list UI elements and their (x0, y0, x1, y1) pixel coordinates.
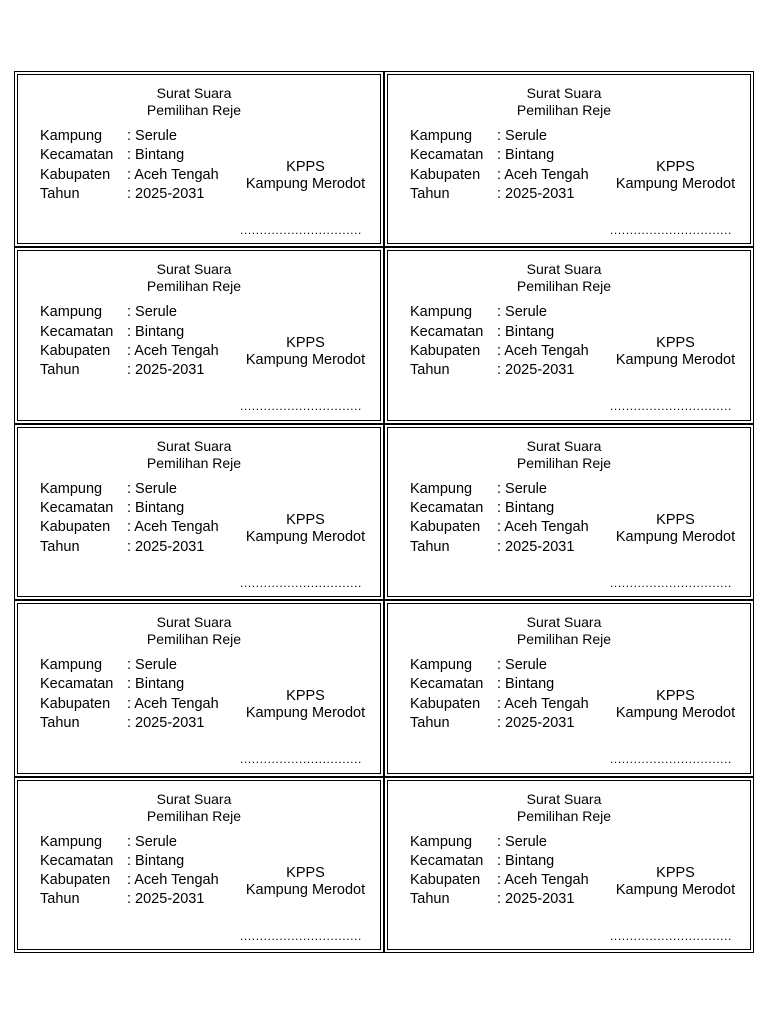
ballot-fields (410, 833, 589, 910)
ballot-fields (40, 303, 219, 380)
field-label: Tahun (410, 891, 450, 908)
ballot-title (18, 75, 370, 125)
field-row-tahun (40, 185, 219, 204)
signature-line: ............................... (610, 399, 732, 414)
ballot-title-line2: Pemilihan Reje (146, 807, 242, 824)
field-value: : Aceh Tengah (127, 519, 219, 536)
field-row-kabupaten (40, 342, 219, 361)
field-value: : Bintang (497, 323, 555, 340)
field-label: Tahun (410, 715, 450, 732)
field-label: Kecamatan (410, 676, 484, 693)
field-value: : Aceh Tengah (497, 342, 589, 359)
field-row-kabupaten (40, 166, 219, 185)
ballot-card-3 (14, 247, 384, 423)
ballot-title-line1: Surat Suara (526, 437, 602, 454)
field-value: : Aceh Tengah (497, 695, 589, 712)
signature-line: ............................... (610, 223, 732, 237)
field-row-kampung (410, 303, 589, 322)
field-row-kecamatan (40, 675, 219, 694)
ballot-title (388, 251, 740, 301)
field-row-kecamatan (40, 499, 219, 518)
ballot-title (18, 428, 370, 478)
kpps-line1: KPPS (286, 159, 325, 175)
field-label: Kabupaten (410, 166, 481, 183)
ballot-card-inner-border (387, 250, 751, 420)
field-value: : Bintang (497, 676, 555, 693)
field-value: : Serule (127, 304, 177, 321)
ballot-fields (40, 656, 219, 733)
field-value: : Aceh Tengah (497, 872, 589, 889)
ballot-title-line1: Surat Suara (156, 261, 232, 278)
field-row-kecamatan (410, 323, 589, 342)
ballot-card-inner-border (387, 74, 751, 244)
field-value: : Aceh Tengah (127, 342, 219, 359)
ballot-card-1 (14, 71, 384, 247)
ballot-card-inner-border (17, 250, 381, 420)
field-label: Tahun (40, 891, 80, 908)
field-value: : Serule (127, 657, 177, 674)
ballot-title-line1: Surat Suara (526, 614, 602, 631)
field-value: : Bintang (497, 147, 555, 164)
ballot-card-2 (384, 71, 754, 247)
field-value: : 2025-2031 (497, 185, 575, 202)
field-label: Kampung (40, 480, 103, 497)
field-label: Kabupaten (40, 166, 111, 183)
ballot-title-line1: Surat Suara (526, 261, 602, 278)
field-value: : 2025-2031 (497, 891, 575, 908)
field-row-kabupaten (40, 871, 219, 890)
field-row-kabupaten (410, 166, 589, 185)
kpps-block (608, 335, 743, 369)
ballot-title-line2: Pemilihan Reje (516, 807, 612, 824)
kpps-block (238, 688, 373, 722)
field-label: Tahun (40, 185, 80, 202)
ballot-title-line1: Surat Suara (526, 790, 602, 807)
field-label: Kampung (40, 304, 103, 321)
field-row-kecamatan (410, 675, 589, 694)
field-row-kampung (40, 480, 219, 499)
field-row-tahun (410, 714, 589, 733)
field-label: Kampung (40, 833, 103, 850)
signature-line: ............................... (240, 928, 362, 943)
field-row-kabupaten (410, 342, 589, 361)
field-row-kampung (410, 833, 589, 852)
signature-line: ............................... (240, 223, 362, 237)
kpps-block (608, 159, 743, 193)
field-label: Kecamatan (40, 852, 114, 869)
kpps-block (238, 865, 373, 899)
field-label: Kabupaten (40, 695, 111, 712)
field-row-kabupaten (410, 695, 589, 714)
field-value: : 2025-2031 (127, 185, 205, 202)
field-value: : 2025-2031 (497, 715, 575, 732)
field-label: Kecamatan (410, 852, 484, 869)
field-label: Kampung (410, 304, 473, 321)
field-row-kampung (410, 656, 589, 675)
kpps-line1: KPPS (286, 511, 325, 528)
field-value: : 2025-2031 (127, 362, 205, 379)
ballot-card-10 (384, 777, 754, 953)
ballot-title (388, 604, 740, 654)
field-row-tahun (40, 890, 219, 909)
field-label: Tahun (40, 715, 80, 732)
ballot-title-line1: Surat Suara (156, 614, 232, 631)
kpps-line1: KPPS (656, 864, 695, 881)
field-value: : Aceh Tengah (497, 166, 589, 183)
ballot-card-9 (14, 777, 384, 953)
field-row-kampung (410, 480, 589, 499)
field-value: : Bintang (127, 500, 185, 517)
ballot-title (388, 428, 740, 478)
ballot-card-8 (384, 600, 754, 776)
field-label: Kecamatan (410, 147, 484, 164)
field-row-kabupaten (40, 695, 219, 714)
field-label: Kabupaten (410, 695, 481, 712)
field-value: : 2025-2031 (497, 362, 575, 379)
ballot-title-line2: Pemilihan Reje (146, 278, 242, 295)
field-row-tahun (410, 890, 589, 909)
kpps-line2: Kampung Merodot (615, 176, 736, 192)
field-value: : Bintang (127, 676, 185, 693)
field-label: Tahun (40, 362, 80, 379)
field-value: : Serule (497, 833, 547, 850)
field-value: : Serule (497, 128, 547, 144)
kpps-block (608, 512, 743, 546)
field-row-kampung (410, 127, 589, 146)
field-label: Kampung (410, 833, 473, 850)
field-row-tahun (410, 538, 589, 557)
field-value: : 2025-2031 (497, 538, 575, 555)
field-row-tahun (40, 538, 219, 557)
field-value: : 2025-2031 (127, 891, 205, 908)
field-value: : Aceh Tengah (497, 519, 589, 536)
field-label: Kampung (410, 480, 473, 497)
field-label: Kampung (40, 128, 103, 144)
field-row-kecamatan (410, 146, 589, 165)
ballot-title-line2: Pemilihan Reje (146, 454, 242, 471)
field-label: Kampung (410, 657, 473, 674)
ballot-sheet (14, 71, 754, 953)
field-row-kabupaten (410, 871, 589, 890)
field-value: : Serule (127, 833, 177, 850)
field-value: : Bintang (127, 147, 185, 164)
field-value: : Serule (127, 128, 177, 144)
ballot-card-inner-border (17, 780, 381, 950)
field-row-tahun (40, 361, 219, 380)
field-row-kecamatan (40, 146, 219, 165)
field-row-tahun (40, 714, 219, 733)
kpps-line1: KPPS (286, 335, 325, 352)
field-value: : Serule (497, 304, 547, 321)
kpps-line1: KPPS (656, 688, 695, 705)
ballot-title (388, 781, 740, 831)
kpps-line2: Kampung Merodot (245, 352, 366, 369)
field-value: : 2025-2031 (127, 538, 205, 555)
field-label: Kecamatan (40, 500, 114, 517)
ballot-title (18, 604, 370, 654)
field-row-kampung (40, 833, 219, 852)
field-value: : Serule (497, 657, 547, 674)
ballot-title-line2: Pemilihan Reje (146, 102, 242, 118)
field-row-tahun (410, 185, 589, 204)
field-row-kampung (40, 656, 219, 675)
field-row-kecamatan (410, 499, 589, 518)
ballot-title-line1: Surat Suara (156, 437, 232, 454)
field-label: Tahun (40, 538, 80, 555)
kpps-line1: KPPS (286, 864, 325, 881)
ballot-fields (410, 127, 589, 204)
field-label: Kabupaten (410, 342, 481, 359)
field-row-tahun (410, 361, 589, 380)
kpps-block (608, 688, 743, 722)
kpps-line2: Kampung Merodot (615, 705, 736, 722)
kpps-line1: KPPS (656, 511, 695, 528)
field-label: Kabupaten (410, 519, 481, 536)
signature-line: ............................... (240, 752, 362, 767)
ballot-card-inner-border (387, 427, 751, 597)
kpps-block (238, 159, 373, 193)
signature-line: ............................... (240, 399, 362, 414)
field-value: : Aceh Tengah (127, 695, 219, 712)
ballot-title-line2: Pemilihan Reje (516, 631, 612, 648)
field-label: Kecamatan (410, 323, 484, 340)
kpps-block (238, 512, 373, 546)
signature-line: ............................... (610, 752, 732, 767)
field-label: Kabupaten (40, 342, 111, 359)
kpps-block (238, 335, 373, 369)
field-label: Kampung (40, 657, 103, 674)
field-row-kecamatan (40, 852, 219, 871)
kpps-block (608, 865, 743, 899)
ballot-title (18, 251, 370, 301)
ballot-fields (410, 656, 589, 733)
ballot-card-6 (384, 424, 754, 600)
ballot-fields (40, 480, 219, 557)
field-label: Kabupaten (410, 872, 481, 889)
field-value: : Aceh Tengah (127, 872, 219, 889)
ballot-fields (40, 127, 219, 204)
ballot-card-4 (384, 247, 754, 423)
kpps-line1: KPPS (656, 335, 695, 352)
field-label: Kecamatan (40, 323, 114, 340)
field-row-kecamatan (410, 852, 589, 871)
kpps-line2: Kampung Merodot (245, 528, 366, 545)
ballot-card-7 (14, 600, 384, 776)
signature-line: ............................... (240, 575, 362, 590)
field-row-kabupaten (410, 518, 589, 537)
field-value: : Bintang (127, 852, 185, 869)
ballot-title (18, 781, 370, 831)
field-row-kabupaten (40, 518, 219, 537)
ballot-title-line1: Surat Suara (156, 85, 232, 101)
field-row-kecamatan (40, 323, 219, 342)
field-label: Tahun (410, 185, 450, 202)
field-value: : Bintang (127, 323, 185, 340)
ballot-title-line2: Pemilihan Reje (516, 278, 612, 295)
ballot-title-line1: Surat Suara (156, 790, 232, 807)
ballot-card-inner-border (17, 603, 381, 773)
field-row-kampung (40, 127, 219, 146)
field-value: : Serule (127, 480, 177, 497)
ballot-fields (40, 833, 219, 910)
ballot-title-line1: Surat Suara (526, 85, 602, 101)
kpps-line1: KPPS (656, 159, 695, 175)
kpps-line2: Kampung Merodot (245, 705, 366, 722)
signature-line: ............................... (610, 575, 732, 590)
ballot-title (388, 75, 740, 125)
kpps-line2: Kampung Merodot (615, 881, 736, 898)
signature-line: ............................... (610, 928, 732, 943)
ballot-title-line2: Pemilihan Reje (516, 102, 612, 118)
kpps-line2: Kampung Merodot (615, 352, 736, 369)
kpps-line2: Kampung Merodot (245, 881, 366, 898)
field-value: : 2025-2031 (127, 715, 205, 732)
ballot-card-inner-border (17, 74, 381, 244)
field-value: : Bintang (497, 852, 555, 869)
field-value: : Aceh Tengah (127, 166, 219, 183)
field-label: Kampung (410, 128, 473, 144)
ballot-title-line2: Pemilihan Reje (516, 454, 612, 471)
ballot-fields (410, 303, 589, 380)
field-label: Kecamatan (410, 500, 484, 517)
field-value: : Serule (497, 480, 547, 497)
field-label: Tahun (410, 362, 450, 379)
field-label: Kecamatan (40, 676, 114, 693)
ballot-card-inner-border (17, 427, 381, 597)
field-label: Kecamatan (40, 147, 114, 164)
ballot-card-inner-border (387, 780, 751, 950)
kpps-line2: Kampung Merodot (245, 176, 366, 192)
field-label: Kabupaten (40, 519, 111, 536)
field-label: Tahun (410, 538, 450, 555)
ballot-fields (410, 480, 589, 557)
kpps-line2: Kampung Merodot (615, 528, 736, 545)
kpps-line1: KPPS (286, 688, 325, 705)
ballot-card-5 (14, 424, 384, 600)
field-row-kampung (40, 303, 219, 322)
ballot-title-line2: Pemilihan Reje (146, 631, 242, 648)
ballot-card-inner-border (387, 603, 751, 773)
field-label: Kabupaten (40, 872, 111, 889)
field-value: : Bintang (497, 500, 555, 517)
